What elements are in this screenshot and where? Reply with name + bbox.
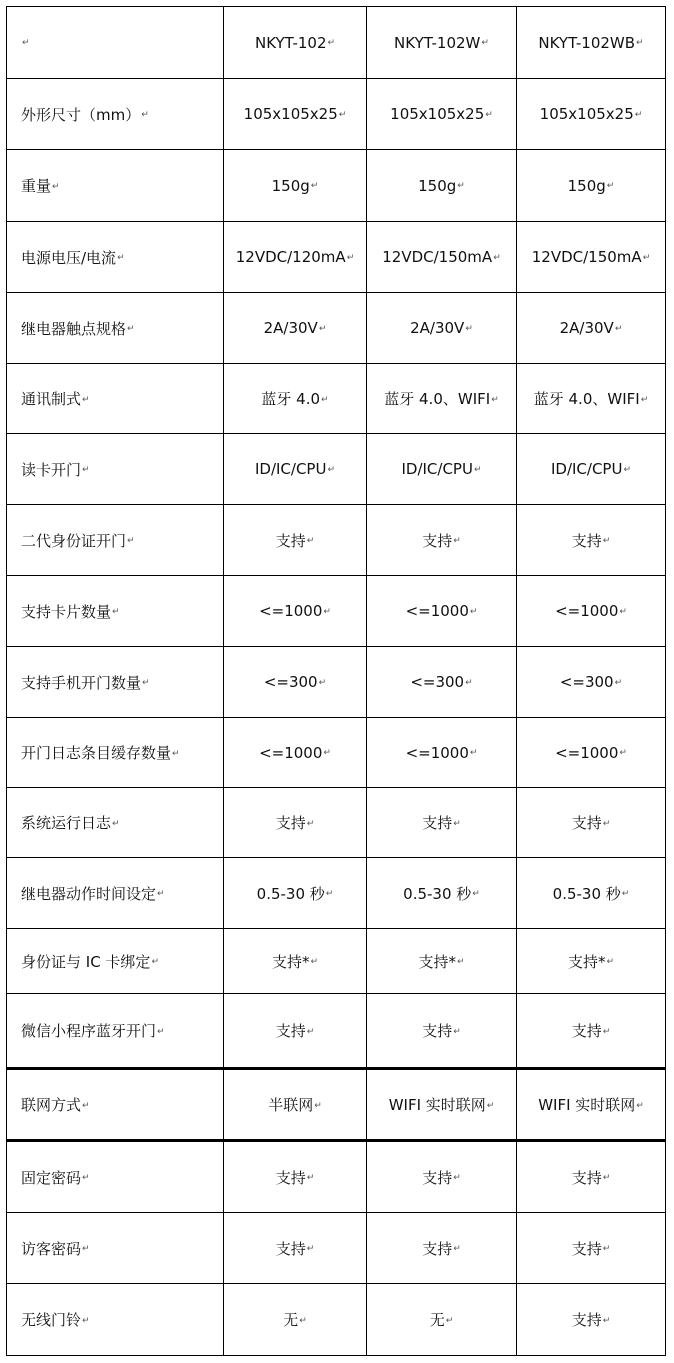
value-cell-text: 105x105x25 [390,105,485,123]
row-label-cell-text: 身份证与 IC 卡绑定 [21,952,151,971]
row-label-cell [7,150,224,222]
value-cell-text: 支持* [567,952,606,971]
paragraph-mark-icon: ↵ [469,606,478,617]
model-header-cell-text: NKYT-102WB [538,33,636,52]
model-header-cell-text: NKYT-102W [394,33,481,52]
paragraph-mark-icon: ↵ [636,38,644,48]
paragraph-mark-icon: ↵ [602,1315,611,1326]
paragraph-mark-icon: ↵ [602,536,611,546]
paragraph-mark-icon: ↵ [614,677,623,688]
table-row [7,1069,666,1141]
row-label-cell [7,929,224,994]
row-label-cell-text: 外形尺寸（mm） [21,105,141,124]
value-cell [367,222,517,293]
row-label-cell-text: 无线门铃 [21,1311,82,1329]
paragraph-mark-icon: ↵ [453,536,461,546]
paragraph-mark-icon: ↵ [640,394,649,405]
value-cell [367,1069,517,1141]
value-cell [224,1213,367,1284]
value-cell-text: 支持* [271,952,310,971]
row-label-cell-text: 联网方式 [21,1096,82,1114]
table-row [7,1284,666,1356]
value-cell [367,929,517,994]
value-cell-text: 支持 [571,1022,602,1040]
paragraph-mark-icon: ↵ [453,1173,461,1183]
value-cell [517,994,666,1069]
value-cell [517,1213,666,1284]
paragraph-mark-icon: ↵ [325,889,334,899]
row-label-cell-text: 重量 [21,177,52,195]
row-label-cell-text: 电源电压/电流 [21,248,117,267]
value-cell-text: 150g [271,176,310,195]
row-label-cell-text: 固定密码 [21,1168,82,1187]
paragraph-mark-icon: ↵ [642,252,651,263]
value-cell [517,576,666,647]
row-label-cell-text: 微信小程序蓝牙开门 [21,1022,157,1040]
paragraph-mark-icon: ↵ [112,607,120,617]
table-row [7,505,666,576]
value-cell [224,994,367,1069]
value-cell-text: 150g [418,176,457,195]
row-label-cell [7,434,224,505]
table-row [7,150,666,222]
spec-table-body [7,7,666,1356]
value-cell-text: ID/IC/CPU [254,460,327,478]
paragraph-mark-icon: ↵ [486,1100,495,1111]
value-cell-text: 支持 [422,1022,453,1040]
paragraph-mark-icon: ↵ [82,465,90,475]
paragraph-mark-icon: ↵ [157,889,165,899]
value-cell [224,1284,367,1356]
value-cell [517,858,666,929]
row-label-cell-text: 继电器触点规格 [21,319,127,338]
paragraph-mark-icon: ↵ [82,1315,90,1326]
value-cell-text: 支持 [275,814,306,832]
value-cell-text: 支持* [418,952,456,971]
value-cell-text: 支持 [571,1239,602,1258]
value-cell [224,364,367,434]
value-cell [224,576,367,647]
paragraph-mark-icon: ↵ [82,1244,90,1254]
value-cell-text: 蓝牙 4.0 [261,390,321,408]
paragraph-mark-icon: ↵ [602,1244,611,1254]
value-cell-text: <=300 [263,673,318,691]
value-cell [367,788,517,858]
value-cell [224,150,367,222]
paragraph-mark-icon: ↵ [465,323,473,334]
value-cell-text: 2A/30V [559,319,614,337]
row-label-cell [7,1069,224,1141]
row-label-cell [7,858,224,929]
value-cell-text: <=1000 [405,743,469,762]
value-cell [224,788,367,858]
table-row [7,788,666,858]
row-label-cell [7,79,224,150]
value-cell [367,505,517,576]
paragraph-mark-icon: ↵ [318,677,327,688]
row-label-cell-text: 通讯制式 [21,390,82,408]
value-cell-text: 105x105x25 [243,105,338,123]
paragraph-mark-icon: ↵ [602,1173,611,1183]
value-cell-text: 支持 [422,1168,453,1187]
row-label-cell-text: 系统运行日志 [21,814,112,832]
value-cell [224,505,367,576]
row-label-cell-text: 读卡开门 [21,460,82,479]
value-cell-text: 12VDC/150mA [531,248,642,266]
value-cell-text: 2A/30V [263,319,318,337]
paragraph-mark-icon: ↵ [619,748,627,758]
paragraph-mark-icon: ↵ [306,1173,315,1183]
row-label-cell [7,1213,224,1284]
value-cell-text: 蓝牙 4.0、WIFI [384,390,491,408]
model-header-cell-text: NKYT-102 [254,33,327,52]
row-label-cell [7,994,224,1069]
table-row [7,364,666,434]
paragraph-mark-icon: ↵ [82,1173,90,1183]
table-row [7,1141,666,1213]
paragraph-mark-icon: ↵ [321,394,329,405]
paragraph-mark-icon: ↵ [472,889,480,899]
paragraph-mark-icon: ↵ [327,38,336,48]
value-cell [367,1141,517,1213]
value-cell [224,1141,367,1213]
value-cell-text: 支持 [275,1168,306,1187]
row-label-cell-text: 访客密码 [21,1239,82,1258]
row-label-cell-text: 二代身份证开门 [21,531,127,550]
model-header-cell [224,7,367,79]
value-cell-text: 蓝牙 4.0、WIFI [533,390,640,408]
table-row [7,994,666,1069]
value-cell [367,718,517,788]
value-cell-text: 支持 [571,814,602,832]
paragraph-mark-icon: ↵ [310,181,319,191]
paragraph-mark-icon: ↵ [327,464,336,475]
row-label-cell [7,293,224,364]
value-cell [517,1069,666,1141]
value-cell-text: 支持 [571,531,602,550]
value-cell-text: 支持 [275,1022,306,1040]
value-cell-text: ID/IC/CPU [401,460,473,478]
value-cell [224,647,367,718]
value-cell [224,718,367,788]
value-cell-text: 支持 [422,814,453,832]
row-label-cell-text: 继电器动作时间设定 [21,884,157,903]
value-cell [224,1069,367,1141]
table-row [7,718,666,788]
spec-table [6,6,666,1356]
paragraph-mark-icon: ↵ [112,818,120,829]
value-cell-text: 12VDC/120mA [235,248,346,266]
row-label-cell [7,505,224,576]
value-cell [224,858,367,929]
paragraph-mark-icon: ↵ [453,818,461,829]
table-row [7,647,666,718]
value-cell [517,647,666,718]
value-cell [367,994,517,1069]
table-row [7,79,666,150]
table-row [7,858,666,929]
value-cell [367,364,517,434]
value-cell-text: 支持 [275,531,306,550]
paragraph-mark-icon: ↵ [346,252,355,263]
value-cell-text: <=1000 [555,602,619,620]
value-cell [517,364,666,434]
row-label-cell [7,576,224,647]
paragraph-mark-icon: ↵ [306,818,315,829]
paragraph-mark-icon: ↵ [493,252,501,263]
paragraph-mark-icon: ↵ [614,323,623,334]
value-cell-text: 105x105x25 [539,105,634,123]
value-cell-text: WIFI 实时联网 [388,1096,486,1114]
paragraph-mark-icon: ↵ [445,1315,454,1326]
value-cell-text: 无 [283,1311,299,1329]
value-cell-text: ID/IC/CPU [550,460,623,478]
value-cell [517,222,666,293]
table-row [7,1213,666,1284]
paragraph-mark-icon: ↵ [117,253,125,263]
value-cell-text: 无 [429,1311,445,1329]
value-cell-text: 支持 [422,531,453,550]
value-cell-text: 0.5-30 秒 [256,884,325,903]
paragraph-mark-icon: ↵ [82,1100,90,1111]
paragraph-mark-icon: ↵ [636,1100,644,1111]
paragraph-mark-icon: ↵ [453,1244,461,1254]
row-label-cell [7,1284,224,1356]
value-cell [517,788,666,858]
value-cell-text: 150g [567,176,606,195]
paragraph-mark-icon: ↵ [481,38,489,48]
value-cell [517,929,666,994]
value-cell-text: <=1000 [259,602,323,620]
paragraph-mark-icon: ↵ [306,536,315,546]
paragraph-mark-icon: ↵ [473,464,482,475]
value-cell [224,434,367,505]
table-row [7,576,666,647]
paragraph-mark-icon: ↵ [172,748,180,759]
paragraph-mark-icon: ↵ [606,957,615,967]
table-row [7,929,666,994]
paragraph-mark-icon: ↵ [457,181,465,191]
paragraph-mark-icon: ↵ [456,957,465,967]
value-cell [367,647,517,718]
paragraph-mark-icon: ↵ [306,1026,315,1037]
row-label-cell-text: 开门日志条目缓存数量 [21,744,172,762]
value-cell [224,929,367,994]
value-cell [517,293,666,364]
row-label-cell [7,788,224,858]
paragraph-mark-icon: ↵ [151,957,159,967]
header-row [7,7,666,79]
row-label-cell [7,364,224,434]
value-cell [367,576,517,647]
paragraph-mark-icon: ↵ [602,818,611,829]
value-cell [367,434,517,505]
paragraph-mark-icon: ↵ [453,1026,461,1037]
value-cell [367,1284,517,1356]
value-cell-text: 12VDC/150mA [382,248,493,266]
value-cell [224,222,367,293]
value-cell [367,150,517,222]
value-cell [224,293,367,364]
model-header-cell [367,7,517,79]
paragraph-mark-icon: ↵ [606,181,615,191]
model-header-cell [517,7,666,79]
paragraph-mark-icon: ↵ [623,464,632,475]
row-label-cell-text: 支持手机开门数量 [21,673,142,692]
paragraph-mark-icon: ↵ [310,957,319,967]
value-cell [517,150,666,222]
value-cell-text: 支持 [275,1239,306,1258]
row-label-cell-text: 支持卡片数量 [21,602,112,621]
paragraph-mark-icon: ↵ [323,606,331,617]
value-cell-text: 支持 [571,1311,602,1329]
value-cell-text: <=1000 [259,743,323,762]
value-cell [517,505,666,576]
value-cell-text: <=1000 [405,602,469,620]
paragraph-mark-icon: ↵ [127,536,135,546]
row-label-cell [7,718,224,788]
value-cell [517,1141,666,1213]
paragraph-mark-icon: ↵ [634,109,643,120]
paragraph-mark-icon: ↵ [52,181,60,192]
value-cell-text: 0.5-30 秒 [403,884,472,903]
value-cell [367,293,517,364]
paragraph-mark-icon: ↵ [157,1026,165,1037]
row-label-cell [7,647,224,718]
table-row [7,434,666,505]
value-cell-text: <=1000 [555,743,619,762]
paragraph-mark-icon: ↵ [465,677,473,688]
value-cell-text: WIFI 实时联网 [538,1096,636,1114]
value-cell-text: 2A/30V [410,319,465,337]
value-cell-text: <=300 [559,673,614,691]
paragraph-mark-icon: ↵ [602,1026,611,1037]
value-cell [517,79,666,150]
paragraph-mark-icon: ↵ [619,606,627,617]
paragraph-mark-icon: ↵ [491,394,499,405]
paragraph-mark-icon: ↵ [469,748,478,758]
value-cell [367,1213,517,1284]
paragraph-mark-icon: ↵ [485,109,493,120]
value-cell [517,718,666,788]
paragraph-mark-icon: ↵ [621,889,630,899]
paragraph-mark-icon: ↵ [82,394,90,405]
value-cell-text: <=300 [410,673,465,691]
paragraph-mark-icon: ↵ [142,678,150,688]
paragraph-mark-icon: ↵ [22,38,30,48]
paragraph-mark-icon: ↵ [314,1100,322,1111]
row-label-cell [7,1141,224,1213]
value-cell-text: 半联网 [268,1096,314,1114]
header-corner-cell [7,7,224,79]
value-cell-text: 支持 [571,1168,602,1187]
paragraph-mark-icon: ↵ [338,109,347,120]
value-cell [367,858,517,929]
table-row [7,293,666,364]
paragraph-mark-icon: ↵ [141,110,149,120]
paragraph-mark-icon: ↵ [318,323,327,334]
value-cell-text: 0.5-30 秒 [552,884,621,903]
value-cell [367,79,517,150]
value-cell-text: 支持 [422,1239,453,1258]
paragraph-mark-icon: ↵ [306,1244,315,1254]
paragraph-mark-icon: ↵ [127,324,135,334]
value-cell [224,79,367,150]
paragraph-mark-icon: ↵ [299,1315,307,1326]
row-label-cell [7,222,224,293]
value-cell [517,434,666,505]
value-cell [517,1284,666,1356]
paragraph-mark-icon: ↵ [323,748,331,758]
table-row [7,222,666,293]
